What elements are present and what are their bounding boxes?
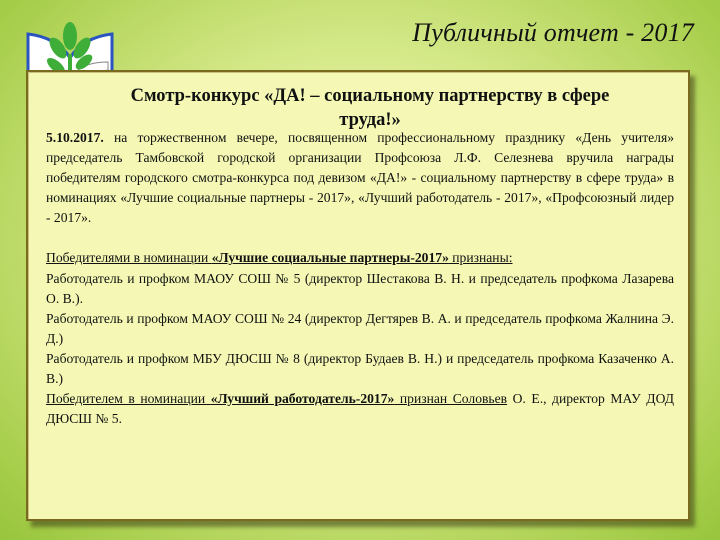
event-date: 5.10.2017. xyxy=(46,130,104,145)
employer-suffix: О. Е., директор МАУ ДОД ДЮСШ № 5. xyxy=(46,391,674,427)
winners-intro-suffix: признаны: xyxy=(448,250,513,266)
slide-heading xyxy=(40,84,700,132)
winners-intro-prefix: Победителями в номинации xyxy=(46,250,212,266)
employer-nomination: «Лучший работодатель-2017» xyxy=(210,391,395,407)
slide-heading-line-2: труда!» xyxy=(339,110,401,130)
winners-intro xyxy=(46,248,674,268)
employer-prefix: Победителем в номинации xyxy=(46,391,211,407)
slide-heading-line-1: Смотр-конкурс «ДА! – социальному партнерству в сфере xyxy=(130,86,610,106)
employer-paragraph xyxy=(46,389,674,429)
report-text xyxy=(46,128,674,429)
employer-middle: признан Соловьев xyxy=(394,391,508,407)
winner-item: Работодатель и профком МАОУ СОШ № 5 (директор Шестакова В. Н. и председатель профкома Лазарева О. В.). xyxy=(46,270,674,306)
winners-nomination: «Лучшие социальные партнеры-2017» xyxy=(211,250,449,266)
winner-item: Работодатель и профком МБУ ДЮСШ № 8 (директор Будаев В. Н.) и председатель профкома Казаченко А. В.) xyxy=(46,350,674,387)
intro-text: на торжественном вечере, посвященном профессиональному празднику «День учителя» председатель Тамбовской городской организации Профсоюза Л.Ф. Селезнева вручила награды победителям городского смотра-конкурса под девизом «ДА!» - социальному партнерству в сфере труда» в номинациях «Лучшие социальные партнеры - 2017», «Лучший работодатель - 2017», «Профсоюзный лидер - 2017». xyxy=(46,130,674,226)
intro-paragraph xyxy=(46,128,674,228)
winner-item: Работодатель и профком МАОУ СОШ № 24 (директор Дегтярев В. А. и председатель профкома Жалнина Э. Д.) xyxy=(46,310,674,346)
page-title: Публичный отчет - 2017 xyxy=(412,18,694,47)
